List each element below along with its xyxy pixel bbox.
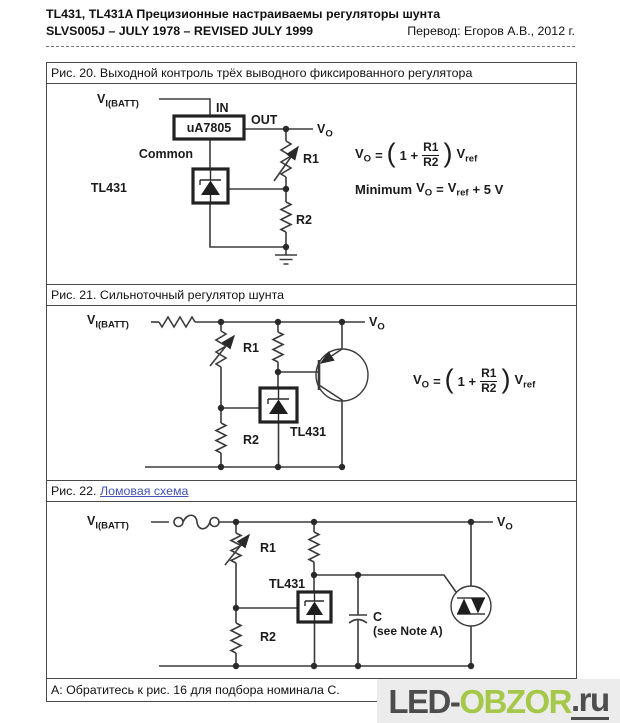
min-rhs: $V_{ref}$: [447, 180, 469, 199]
tl431-label: TL431: [269, 577, 306, 591]
fig21-caption: Рис. 21. Сильноточный регулятор шунта: [47, 285, 576, 306]
r1-adjust-arrow: [225, 535, 249, 565]
doc-title: TL431, TL431A Прецизионные настраиваемы регуляторы шунта: [46, 7, 441, 21]
formula-one-plus: 1 +: [399, 148, 419, 163]
tl431-label: TL431: [290, 425, 327, 439]
resistor-r2: [216, 423, 226, 453]
regulator-label: uA7805: [186, 121, 232, 135]
ground-symbol: [275, 255, 297, 264]
bias-resistor: [309, 532, 319, 562]
min-tail: + 5 V: [472, 181, 504, 197]
formula-lhs: $V_O$: [355, 146, 372, 165]
fig21-content: [47, 306, 576, 481]
fig22-content: [47, 502, 576, 679]
r2-label: R2: [260, 630, 276, 644]
r2-label: R2: [296, 213, 312, 227]
fig20-formulas: [355, 140, 503, 199]
doc-subtitle-row: [46, 24, 575, 39]
formula-rhs: $V_{ref}$: [456, 146, 478, 165]
lparen: (: [386, 138, 396, 168]
vout-label: $V_O$: [497, 515, 513, 533]
rparen: ): [443, 138, 453, 168]
note-a: А: Обратитесь к рис. 16 для подбора номинала С.: [51, 683, 340, 697]
formula-fraction: $\frac{R1}{R2}$: [423, 140, 439, 169]
triac-symbol: [451, 586, 491, 626]
min-lhs: $V_O$: [416, 180, 433, 199]
vout-label: $V_O$: [369, 315, 385, 333]
capacitor-symbol: [349, 575, 367, 666]
header: [46, 7, 575, 39]
common-label: Common: [138, 147, 193, 161]
bias-resistor: [273, 332, 283, 362]
rparen: ): [501, 364, 511, 394]
doc-id: SLVS005J – JULY 1978 – REVISED JULY 1999: [46, 24, 314, 38]
header-divider: [46, 46, 575, 47]
fig22-caption-link[interactable]: Ломовая схема: [99, 484, 189, 498]
r1-label: R1: [260, 541, 276, 555]
formula-lhs: $V_O$: [413, 372, 430, 391]
r2-label: R2: [243, 433, 259, 447]
translation-credit: Перевод: Егоров А.В., 2012 г.: [407, 24, 575, 38]
fig20-min-formula: [355, 180, 503, 199]
formula-rhs: $V_{ref}$: [514, 372, 536, 391]
resistor-r2: [231, 623, 241, 653]
tl431-symbol: [298, 592, 331, 622]
formula-eq: =: [375, 148, 383, 163]
fuse-symbol: [174, 515, 219, 529]
vin-label: $V_{I(BATT)}$: [87, 313, 129, 331]
fig20-content: [47, 84, 576, 285]
capacitor-label: C: [373, 610, 383, 624]
tl431-symbol: [193, 169, 228, 203]
fig21-vo-formula: [413, 366, 535, 397]
series-resistor: [159, 317, 195, 327]
fig22-circuit: [47, 502, 575, 678]
figures-frame: [46, 62, 577, 702]
r1-label: R1: [243, 341, 259, 355]
fig22-caption-prefix: Рис. 22.: [51, 484, 100, 498]
vout-label: $V_O$: [317, 122, 333, 140]
tl431-label: TL431: [90, 181, 127, 195]
led-obzor-watermark: [377, 679, 620, 723]
lparen: (: [444, 364, 454, 394]
tl431-symbol: [260, 388, 297, 422]
r1-label: R1: [303, 152, 319, 166]
formula-one-plus: 1 +: [457, 374, 477, 389]
fig22-caption: [47, 481, 576, 502]
capacitor-note-label: (see Note A): [373, 624, 443, 638]
fig20-vo-formula: [355, 140, 503, 171]
fig21-formulas: [413, 366, 535, 397]
r1-adjust-arrow: [210, 336, 234, 366]
resistor-r2: [281, 202, 291, 232]
formula-eq: =: [433, 374, 441, 389]
fig20-caption: Рис. 20. Выходной контроль трёх выводного фиксированного регулятора: [47, 63, 576, 84]
in-pin-label: IN: [216, 101, 229, 115]
min-eq: =: [436, 181, 444, 197]
vin-label: $V_{I(BATT)}$: [87, 514, 129, 532]
out-pin-label: OUT: [251, 113, 278, 127]
vin-label: $V_{I(BATT)}$: [97, 92, 139, 110]
logo-led: LED-: [388, 682, 460, 720]
logo-ru: .ru: [571, 680, 609, 718]
logo-obzor: OBZOR: [459, 682, 571, 720]
formula-fraction: $\frac{R1}{R2}$: [481, 366, 497, 395]
min-prefix: Minimum: [355, 181, 413, 197]
pnp-transistor: [316, 322, 368, 467]
